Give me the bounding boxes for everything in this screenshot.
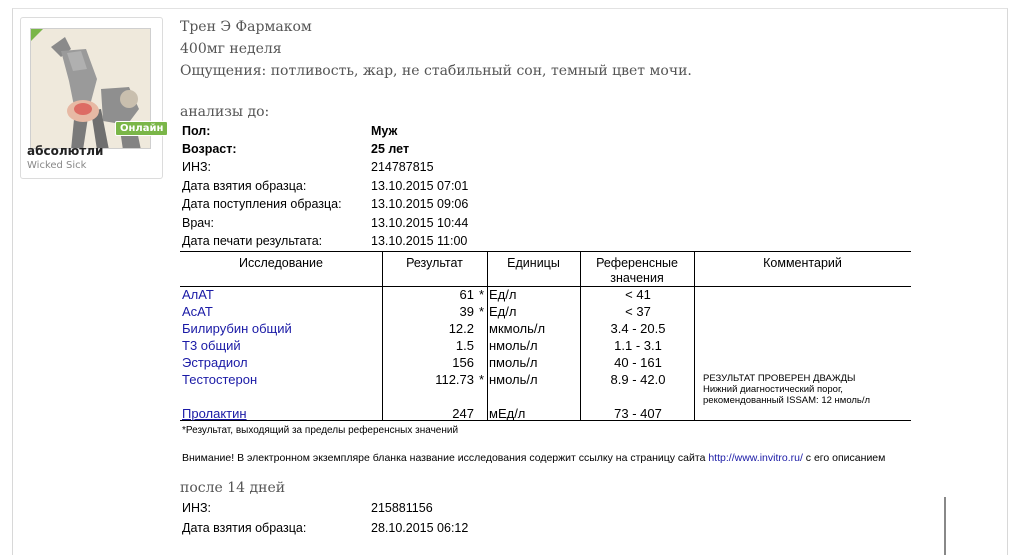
sample-date-label: Дата взятия образца: xyxy=(182,521,307,535)
column-header-test: Исследование xyxy=(239,256,323,270)
test-result: 247 xyxy=(452,406,474,421)
doctor-value: 13.10.2015 10:44 xyxy=(371,216,469,230)
print-date-label: Дата печати результата: xyxy=(182,234,323,248)
testosterone-comment xyxy=(703,373,870,406)
column-header-units: Единицы xyxy=(507,256,560,270)
test-reference: 3.4 - 20.5 xyxy=(610,321,666,336)
patient-age-value: 25 лет xyxy=(371,142,410,156)
footnote: *Результат, выходящий за пределы референсных значений xyxy=(182,425,459,436)
notice xyxy=(182,452,885,464)
table-row xyxy=(180,321,911,338)
out-of-range-flag: * xyxy=(479,304,485,319)
sample-date-value: 13.10.2015 07:01 xyxy=(371,179,469,193)
test-name-link[interactable]: АлАТ xyxy=(182,287,214,302)
test-name-link[interactable]: Эстрадиол xyxy=(182,355,248,370)
test-name-link[interactable]: Тестостерон xyxy=(182,372,258,387)
inz-label: ИНЗ: xyxy=(182,160,212,174)
test-unit: Ед/л xyxy=(489,304,517,319)
test-reference: 1.1 - 3.1 xyxy=(614,338,662,353)
test-unit: нмоль/л xyxy=(489,338,538,353)
comment-line-3: рекомендованный ISSAM: 12 нмоль/л xyxy=(703,395,871,406)
table-row xyxy=(180,287,911,304)
arrival-date-value: 13.10.2015 09:06 xyxy=(371,197,469,211)
notice-text: Внимание! В электронном экземпляре бланка название исследования содержит ссылку на страницу сайта xyxy=(182,452,706,464)
online-badge: Онлайн xyxy=(115,121,168,136)
table-row xyxy=(180,338,911,355)
user-card xyxy=(20,17,163,179)
test-result: 61 xyxy=(459,287,474,302)
column-header-comment: Комментарий xyxy=(763,256,842,270)
test-result: 39 xyxy=(459,304,474,319)
test-reference: < 41 xyxy=(625,287,651,302)
doctor-label: Врач: xyxy=(182,216,214,230)
out-of-range-flag: * xyxy=(479,372,485,387)
column-header-reference-line1: Референсные xyxy=(596,256,678,270)
column-header-reference xyxy=(580,256,694,286)
test-name-link[interactable]: Пролактин xyxy=(182,406,247,421)
post-line-2: 400мг неделя xyxy=(180,41,282,57)
test-reference: < 37 xyxy=(625,304,651,319)
test-result: 156 xyxy=(452,355,474,370)
test-reference: 8.9 - 42.0 xyxy=(610,372,666,387)
lab-report-image[interactable] xyxy=(180,124,911,473)
test-unit: нмоль/л xyxy=(489,372,538,387)
table-row xyxy=(180,406,911,423)
username-link[interactable]: абсолютли xyxy=(27,144,104,158)
print-date-value: 13.10.2015 11:00 xyxy=(371,234,468,248)
test-unit: Ед/л xyxy=(489,287,517,302)
lab-report-image-2[interactable] xyxy=(180,497,946,555)
patient-sex-label: Пол: xyxy=(182,124,211,138)
table-row xyxy=(180,304,911,321)
inz-value: 215881156 xyxy=(371,501,433,515)
inz-value: 214787815 xyxy=(371,160,434,174)
post-line-3: Ощущения: потливость, жар, не стабильный сон, темный цвет мочи. xyxy=(180,63,692,79)
test-result: 1.5 xyxy=(455,338,474,353)
comment-line-2: Нижний диагностический порог, xyxy=(703,384,843,395)
user-title: Wicked Sick xyxy=(27,160,87,171)
column-header-result: Результат xyxy=(406,256,463,270)
arrival-date-label: Дата поступления образца: xyxy=(182,197,342,211)
test-unit: мкмоль/л xyxy=(489,321,546,336)
table-row xyxy=(180,355,911,372)
test-result: 12.2 xyxy=(448,321,474,336)
test-unit: мЕд/л xyxy=(489,406,526,421)
test-reference: 73 - 407 xyxy=(614,406,662,421)
patient-sex-value: Муж xyxy=(371,124,398,138)
test-reference: 40 - 161 xyxy=(614,355,662,370)
test-name-link[interactable]: АсАТ xyxy=(182,304,213,319)
invitro-link[interactable]: http://www.invitro.ru/ xyxy=(708,452,803,464)
out-of-range-flag: * xyxy=(479,287,485,302)
comment-line-1: РЕЗУЛЬТАТ ПРОВЕРЕН ДВАЖДЫ xyxy=(703,373,856,384)
notice-suffix: с его описанием xyxy=(805,452,886,464)
post-line-1: Трен Э Фармаком xyxy=(180,19,312,35)
test-result: 112.73 xyxy=(435,372,474,387)
test-name-link[interactable]: Билирубин общий xyxy=(182,321,292,336)
patient-age-label: Возраст: xyxy=(182,142,237,156)
before-label: анализы до: xyxy=(180,104,270,120)
table-top-border xyxy=(180,251,911,252)
sample-date-label: Дата взятия образца: xyxy=(182,179,307,193)
after-label: после 14 дней xyxy=(180,480,286,496)
inz-label: ИНЗ: xyxy=(182,501,212,515)
test-name-link[interactable]: Т3 общий xyxy=(182,338,241,353)
test-unit: пмоль/л xyxy=(489,355,538,370)
online-corner-indicator xyxy=(31,29,43,41)
column-header-reference-line2: значения xyxy=(610,271,664,285)
sample-date-value: 28.10.2015 06:12 xyxy=(371,521,469,535)
